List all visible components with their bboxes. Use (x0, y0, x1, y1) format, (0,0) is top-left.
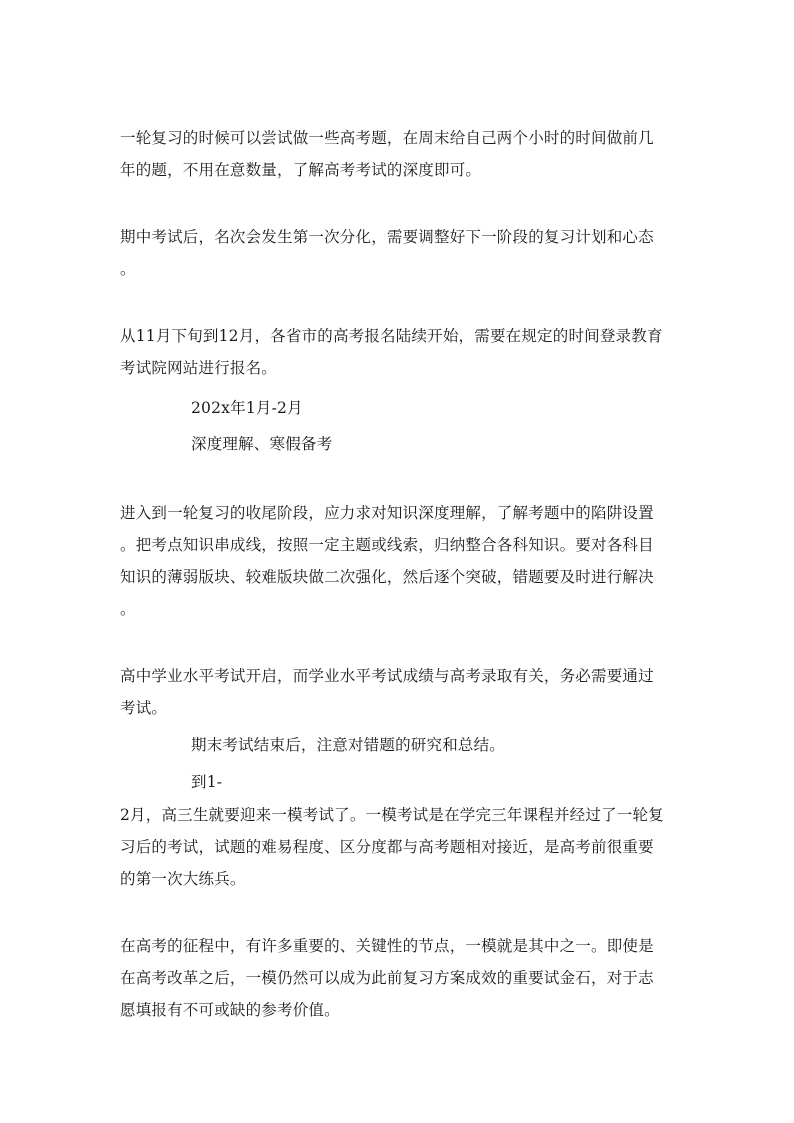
paragraph-9-line-1: 在高考的征程中，有许多重要的、关键性的节点，一模就是其中之一。即使是 (120, 937, 654, 955)
paragraph-3-line-1: 从11月下旬到12月，各省市的高考报名陆续开始，需要在规定的时间登录教育 (120, 327, 663, 345)
paragraph-9-line-3: 愿填报有不可或缺的参考价值。 (120, 1001, 340, 1019)
paragraph-8-line-2: 2月，高三生就要迎来一模考试了。一模考试是在学完三年课程并经过了一轮复 (120, 806, 664, 824)
paragraph-5-line-3: 知识的薄弱版块、较难版块做二次强化，然后逐个突破，错题要及时进行解决 (120, 568, 654, 586)
paragraph-2-line-2: 。 (120, 260, 136, 278)
paragraph-2-line-1: 期中考试后，名次会发生第一次分化，需要调整好下一阶段的复习计划和心态 (120, 228, 654, 246)
paragraph-6-line-1: 高中学业水平考试开启，而学业水平考试成绩与高考录取有关，务必需要通过 (120, 667, 654, 685)
paragraph-1-line-2: 年的题，不用在意数量，了解高考考试的深度即可。 (120, 161, 482, 179)
paragraph-9-line-2: 在高考改革之后，一模仍然可以成为此前复习方案成效的重要试金石，对于志 (120, 969, 654, 987)
paragraph-3-line-2: 考试院网站进行报名。 (120, 359, 278, 377)
section-theme-heading: 深度理解、寒假备考 (191, 435, 333, 453)
paragraph-8-line-1: 到1- (191, 773, 223, 791)
paragraph-6-line-2: 考试。 (120, 699, 168, 717)
paragraph-1-line-1: 一轮复习的时候可以尝试做一些高考题，在周末给自己两个小时的时间做前几 (120, 129, 654, 147)
paragraph-5-line-2: 。把考点知识串成线，按照一定主题或线索，归纳整合各科知识。要对各科目 (120, 536, 654, 554)
section-date-heading: 202x年1月-2月 (191, 399, 303, 417)
paragraph-5-line-4: 。 (120, 600, 136, 618)
paragraph-8-line-3: 习后的考试，试题的难易程度、区分度都与高考题相对接近，是高考前很重要 (120, 838, 654, 856)
paragraph-8-line-4: 的第一次大练兵。 (120, 870, 246, 888)
paragraph-7-line-1: 期末考试结束后，注意对错题的研究和总结。 (191, 736, 506, 754)
paragraph-5-line-1: 进入到一轮复习的收尾阶段，应力求对知识深度理解，了解考题中的陷阱设置 (120, 504, 654, 522)
